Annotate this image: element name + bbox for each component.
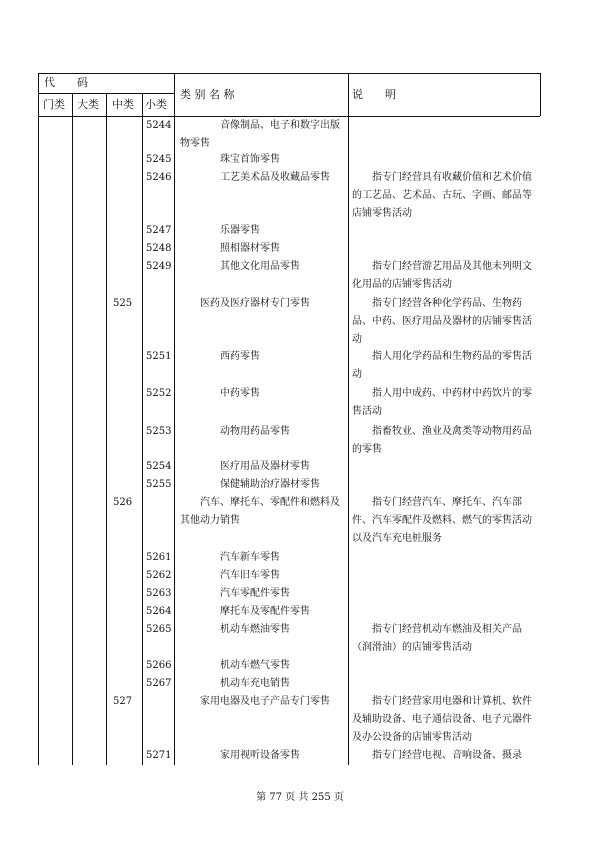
category-name: 保健辅助治疗器材零售 xyxy=(220,479,320,490)
category-name: 机动车充电销售 xyxy=(220,678,290,689)
category-description: 指畜牧业、渔业及禽类等动物用药品的零售 xyxy=(352,426,532,455)
category-name: 动物用药品零售 xyxy=(220,426,290,437)
category-name: 家用电器及电子产品专门零售 xyxy=(200,696,330,707)
footer-prefix: 第 xyxy=(256,792,267,803)
category-description: 指专门经营汽车、摩托车、汽车部件、汽车零配件及燃料、燃气的零售活动以及汽车充电桩服务 xyxy=(352,497,532,544)
small-code: 5245 xyxy=(146,154,172,165)
page-footer xyxy=(0,788,600,803)
small-code: 5247 xyxy=(146,225,172,236)
header-door: 门类 xyxy=(43,98,65,111)
header-divider xyxy=(38,93,174,94)
category-description: 指专门经营游艺用品及其他未列明文化用品的店铺零售活动 xyxy=(352,261,532,290)
small-code: 5265 xyxy=(146,624,172,635)
category-name: 汽车零配件零售 xyxy=(220,588,290,599)
header-small: 小类 xyxy=(145,98,167,111)
small-code: 5246 xyxy=(146,172,172,183)
category-name: 医药及医疗器材专门零售 xyxy=(200,298,310,309)
category-name: 珠宝首饰零售 xyxy=(220,154,280,165)
category-name: 音像制品、电子和数字出版物零售 xyxy=(180,120,340,149)
category-description: 指专门经营各种化学药品、生物药品、中药、医疗用品及器材的店铺零售活动 xyxy=(352,298,532,345)
category-name: 西药零售 xyxy=(220,351,260,362)
mid-code: 525 xyxy=(113,298,133,309)
small-code: 5264 xyxy=(146,606,172,617)
table-border-left xyxy=(38,73,39,765)
category-name: 家用视听设备零售 xyxy=(220,750,300,761)
small-code: 5261 xyxy=(146,552,172,563)
column-divider xyxy=(106,93,107,765)
small-code: 5248 xyxy=(146,243,172,254)
category-name: 摩托车及零配件零售 xyxy=(220,606,310,617)
header-code: 代 码 xyxy=(44,76,88,89)
small-code: 5251 xyxy=(146,351,172,362)
category-description: 指专门经营家用电器和计算机、软件及辅助设备、电子通信设备、电子元器件及办公设备的店铺零售活动 xyxy=(352,696,532,743)
small-code: 5244 xyxy=(146,120,172,131)
small-code: 5249 xyxy=(146,261,172,272)
category-description: 指专门经营机动车燃油及相关产品（润滑油）的店铺零售活动 xyxy=(352,624,522,653)
mid-code: 526 xyxy=(113,497,133,508)
category-name: 汽车新车零售 xyxy=(220,552,280,563)
header-big: 大类 xyxy=(77,98,99,111)
category-name: 工艺美术品及收藏品零售 xyxy=(220,172,330,183)
small-code: 5262 xyxy=(146,570,172,581)
category-description: 指专门经营电视、音响设备、摄录 xyxy=(372,750,522,761)
category-name: 医疗用品及器材零售 xyxy=(220,461,310,472)
small-code: 5252 xyxy=(146,388,172,399)
category-name: 汽车旧车零售 xyxy=(220,570,280,581)
footer-suffix: 页 xyxy=(333,792,344,803)
column-divider xyxy=(348,73,349,765)
category-description: 指专门经营具有收藏价值和艺术价值的工艺品、艺术品、古玩、字画、邮品等店铺零售活动 xyxy=(352,172,532,219)
small-code: 5266 xyxy=(146,660,172,671)
table-border-top xyxy=(38,73,540,74)
category-name: 机动车燃气零售 xyxy=(220,660,290,671)
small-code: 5255 xyxy=(146,479,172,490)
category-name: 机动车燃油零售 xyxy=(220,624,290,635)
mid-code: 527 xyxy=(113,696,133,707)
current-page-number: 77 xyxy=(269,792,283,803)
column-divider xyxy=(174,73,175,765)
category-name: 照相器材零售 xyxy=(220,243,280,254)
category-description: 指人用化学药品和生物药品的零售活动 xyxy=(352,351,532,380)
column-divider xyxy=(72,93,73,765)
category-name: 乐器零售 xyxy=(220,225,260,236)
small-code: 5253 xyxy=(146,426,172,437)
column-divider xyxy=(142,93,143,765)
header-mid: 中类 xyxy=(112,98,134,111)
small-code: 5254 xyxy=(146,461,172,472)
table-border-right xyxy=(540,73,541,116)
header-name: 类 别 名 称 xyxy=(180,88,235,101)
total-pages-number: 255 xyxy=(311,792,331,803)
small-code: 5263 xyxy=(146,588,172,599)
category-name: 汽车、摩托车、零配件和燃料及其他动力销售 xyxy=(180,497,340,526)
small-code: 5267 xyxy=(146,678,172,689)
category-description: 指人用中成药、中药材中药饮片的零售活动 xyxy=(352,388,532,417)
classification-table xyxy=(38,73,540,765)
small-code: 5271 xyxy=(146,750,172,761)
header-desc: 说 明 xyxy=(352,88,396,101)
category-name: 中药零售 xyxy=(220,388,260,399)
category-name: 其他文化用品零售 xyxy=(220,261,300,272)
footer-middle: 页 共 xyxy=(285,792,309,803)
